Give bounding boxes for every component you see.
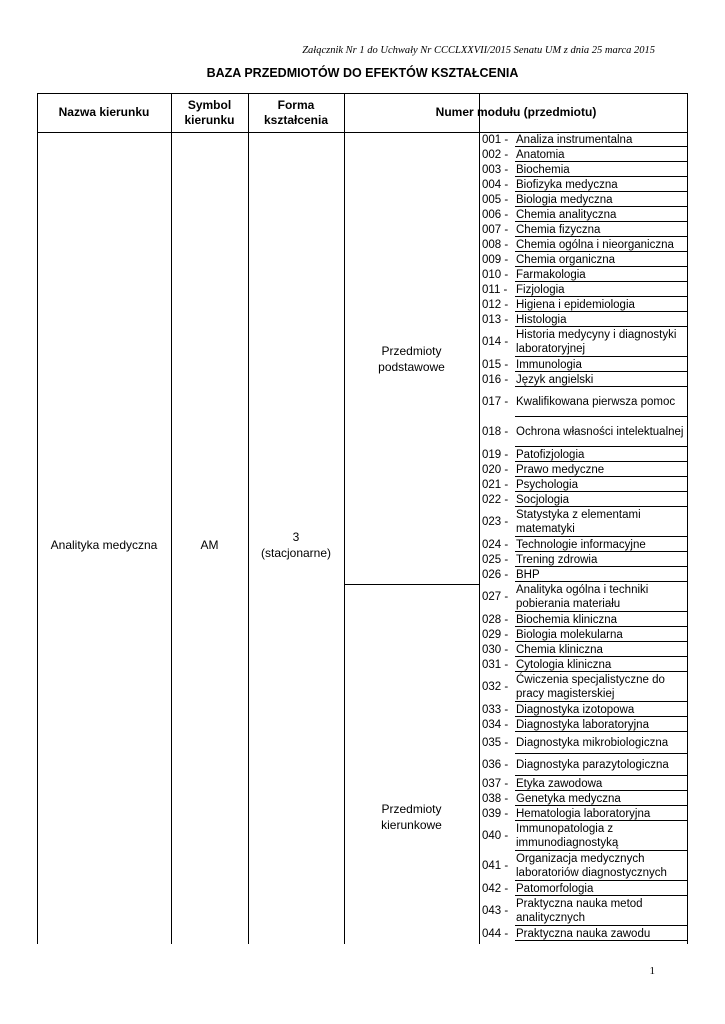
module-number: 038 - — [482, 792, 509, 805]
module-row — [480, 222, 688, 237]
module-row — [480, 282, 688, 297]
module-name: Fizjologia — [516, 283, 565, 296]
module-row — [480, 387, 688, 417]
module-name: Historia medycyny i diagnostyki laboratoryjnej — [516, 329, 677, 355]
module-number: 012 - — [482, 298, 509, 311]
module-number: 007 - — [482, 223, 509, 236]
module-name: Trening zdrowia — [516, 553, 598, 566]
module-name: Socjologia — [516, 493, 570, 506]
header-modul-label: Numer modułu (przedmiotu) — [435, 105, 597, 119]
module-name: Technologie informacyjne — [516, 538, 646, 551]
module-number: 037 - — [482, 777, 509, 790]
module-name: Farmakologia — [516, 268, 586, 281]
module-row — [480, 357, 688, 372]
module-name: Hematologia laboratoryjna — [516, 807, 651, 820]
module-row — [480, 237, 688, 252]
group-label-line1: Przedmioty — [381, 802, 442, 816]
module-row — [480, 896, 688, 926]
module-row — [480, 537, 688, 552]
module-name: Biochemia kliniczna — [516, 613, 617, 626]
module-number: 025 - — [482, 553, 509, 566]
module-name: Ochrona własności intelektualnej — [516, 426, 684, 438]
module-row — [480, 612, 688, 627]
module-number: 006 - — [482, 208, 509, 221]
module-number: 043 - — [482, 905, 509, 917]
module-row — [480, 672, 688, 702]
module-row — [480, 926, 688, 941]
module-row — [480, 657, 688, 672]
module-row — [480, 821, 688, 851]
module-number: 030 - — [482, 643, 509, 656]
module-name: Praktyczna nauka zawodu — [516, 927, 651, 940]
module-row — [480, 192, 688, 207]
module-name: Analityka ogólna i techniki pobierania materiału — [516, 584, 649, 610]
module-row — [480, 776, 688, 791]
module-name: Diagnostyka mikrobiologiczna — [516, 737, 669, 749]
subjects-table — [37, 93, 688, 944]
module-row — [480, 754, 688, 776]
module-row — [480, 177, 688, 192]
module-number: 023 - — [482, 516, 509, 528]
group-divider — [344, 584, 480, 585]
module-number: 003 - — [482, 163, 509, 176]
module-row — [480, 252, 688, 267]
module-name: Praktyczna nauka metod analitycznych — [516, 898, 643, 924]
module-name: Język angielski — [516, 373, 594, 386]
module-row — [480, 372, 688, 387]
header-kierunek — [37, 93, 171, 132]
module-row — [480, 552, 688, 567]
module-row — [480, 642, 688, 657]
module-number: 034 - — [482, 718, 509, 731]
module-name: Higiena i epidemiologia — [516, 298, 635, 311]
header-modul — [344, 93, 688, 132]
module-number: 039 - — [482, 807, 509, 820]
module-row — [480, 492, 688, 507]
group-label-line1: Przedmioty — [381, 344, 442, 358]
module-row — [480, 207, 688, 222]
module-number: 036 - — [482, 759, 509, 771]
kierunek-cell — [37, 513, 171, 577]
module-row — [480, 881, 688, 896]
module-row — [480, 806, 688, 821]
module-name: Ćwiczenia specjalistyczne do pracy magisterskiej — [516, 674, 665, 700]
module-number: 041 - — [482, 860, 509, 872]
module-row — [480, 582, 688, 612]
module-number: 011 - — [482, 283, 508, 296]
module-number: 040 - — [482, 830, 509, 842]
header-symbol-line2: kierunku — [184, 112, 235, 127]
module-row — [480, 327, 688, 357]
module-number: 005 - — [482, 193, 509, 206]
module-number: 035 - — [482, 737, 509, 749]
module-number: 001 - — [482, 133, 509, 146]
module-number: 016 - — [482, 373, 509, 386]
module-row — [480, 732, 688, 754]
header-forma — [248, 93, 344, 132]
page-number: 1 — [649, 965, 655, 977]
module-name: Kwalifikowana pierwsza pomoc — [516, 396, 676, 408]
module-number: 029 - — [482, 628, 509, 641]
module-name: Chemia analityczna — [516, 208, 617, 221]
module-row — [480, 447, 688, 462]
module-row — [480, 851, 688, 881]
module-number: 024 - — [482, 538, 509, 551]
module-number: 044 - — [482, 927, 509, 940]
module-number: 013 - — [482, 313, 509, 326]
symbol-cell — [171, 513, 248, 577]
module-name: Prawo medyczne — [516, 463, 605, 476]
forma-value-1: 3 — [292, 530, 300, 544]
module-name: Etyka zawodowa — [516, 777, 603, 790]
module-name: Diagnostyka parazytologiczna — [516, 759, 669, 771]
header-symbol-line1: Symbol — [187, 97, 232, 112]
module-number: 004 - — [482, 178, 509, 191]
module-name: Biochemia — [516, 163, 570, 176]
module-row — [480, 791, 688, 806]
module-name: Diagnostyka izotopowa — [516, 703, 635, 716]
page-title: BAZA PRZEDMIOTÓW DO EFEKTÓW KSZTAŁCENIA — [206, 66, 519, 80]
module-name: Biologia molekularna — [516, 628, 623, 641]
module-number: 010 - — [482, 268, 509, 281]
module-name: Cytologia kliniczna — [516, 658, 612, 671]
module-name: Genetyka medyczna — [516, 792, 621, 805]
module-number: 042 - — [482, 882, 509, 895]
module-name: Chemia ogólna i nieorganiczna — [516, 238, 674, 251]
module-row — [480, 267, 688, 282]
module-number: 028 - — [482, 613, 509, 626]
forma-value-2: (stacjonarne) — [260, 546, 332, 560]
module-name: Analiza instrumentalna — [516, 133, 633, 146]
module-row — [480, 132, 688, 147]
group-label-line2: podstawowe — [378, 360, 445, 374]
symbol-value: AM — [200, 538, 219, 552]
module-row — [480, 567, 688, 582]
module-name: Statystyka z elementami matematyki — [516, 509, 641, 535]
module-number: 015 - — [482, 358, 509, 371]
module-name: Chemia fizyczna — [516, 223, 601, 236]
module-number: 019 - — [482, 448, 509, 461]
module-number: 009 - — [482, 253, 509, 266]
module-name: Chemia organiczna — [516, 253, 616, 266]
forma-cell — [248, 513, 344, 577]
module-name: Biofizyka medyczna — [516, 178, 618, 191]
group-label-line2: kierunkowe — [381, 818, 442, 832]
module-name: Biologia medyczna — [516, 193, 613, 206]
group-cell-podstawowe — [344, 323, 479, 395]
header-symbol — [171, 93, 248, 132]
header-forma-line2: kształcenia — [263, 112, 329, 127]
module-row — [480, 477, 688, 492]
module-number: 031 - — [482, 658, 509, 671]
module-row — [480, 312, 688, 327]
module-row — [480, 717, 688, 732]
module-row — [480, 297, 688, 312]
module-name: Immunopatologia z immunodiagnostyką — [516, 823, 619, 849]
module-row — [480, 147, 688, 162]
module-number: 020 - — [482, 463, 509, 476]
module-name: Patofizjologia — [516, 448, 585, 461]
module-name: Anatomia — [516, 148, 565, 161]
module-number: 026 - — [482, 568, 509, 581]
module-row — [480, 417, 688, 447]
header-forma-line1: Forma — [277, 97, 315, 112]
module-name: Diagnostyka laboratoryjna — [516, 718, 649, 731]
module-name: Histologia — [516, 313, 567, 326]
module-name: Psychologia — [516, 478, 579, 491]
module-number: 014 - — [482, 336, 509, 348]
module-row — [480, 507, 688, 537]
module-number: 032 - — [482, 681, 509, 693]
module-number: 017 - — [482, 396, 509, 408]
module-row — [480, 627, 688, 642]
module-row — [480, 162, 688, 177]
module-row — [480, 702, 688, 717]
module-number: 008 - — [482, 238, 509, 251]
module-name: Immunologia — [516, 358, 582, 371]
module-name: Patomorfologia — [516, 882, 594, 895]
module-name: Chemia kliniczna — [516, 643, 603, 656]
module-name: Organizacja medycznych laboratoriów diagnostycznych — [516, 853, 667, 879]
module-number: 022 - — [482, 493, 509, 506]
module-row — [480, 462, 688, 477]
module-number: 033 - — [482, 703, 509, 716]
attachment-note: Załącznik Nr 1 do Uchwały Nr CCCLXXVII/2015 Senatu UM z dnia 25 marca 2015 — [302, 45, 655, 56]
header-kierunek-label: Nazwa kierunku — [58, 105, 150, 119]
module-number: 027 - — [482, 591, 509, 603]
module-number: 021 - — [482, 478, 509, 491]
module-name: BHP — [516, 568, 540, 581]
row-underline — [515, 940, 688, 941]
module-number: 002 - — [482, 148, 509, 161]
module-number: 018 - — [482, 426, 509, 438]
kierunek-value: Analityka medyczna — [50, 538, 158, 552]
group-cell-kierunkowe — [344, 781, 479, 853]
